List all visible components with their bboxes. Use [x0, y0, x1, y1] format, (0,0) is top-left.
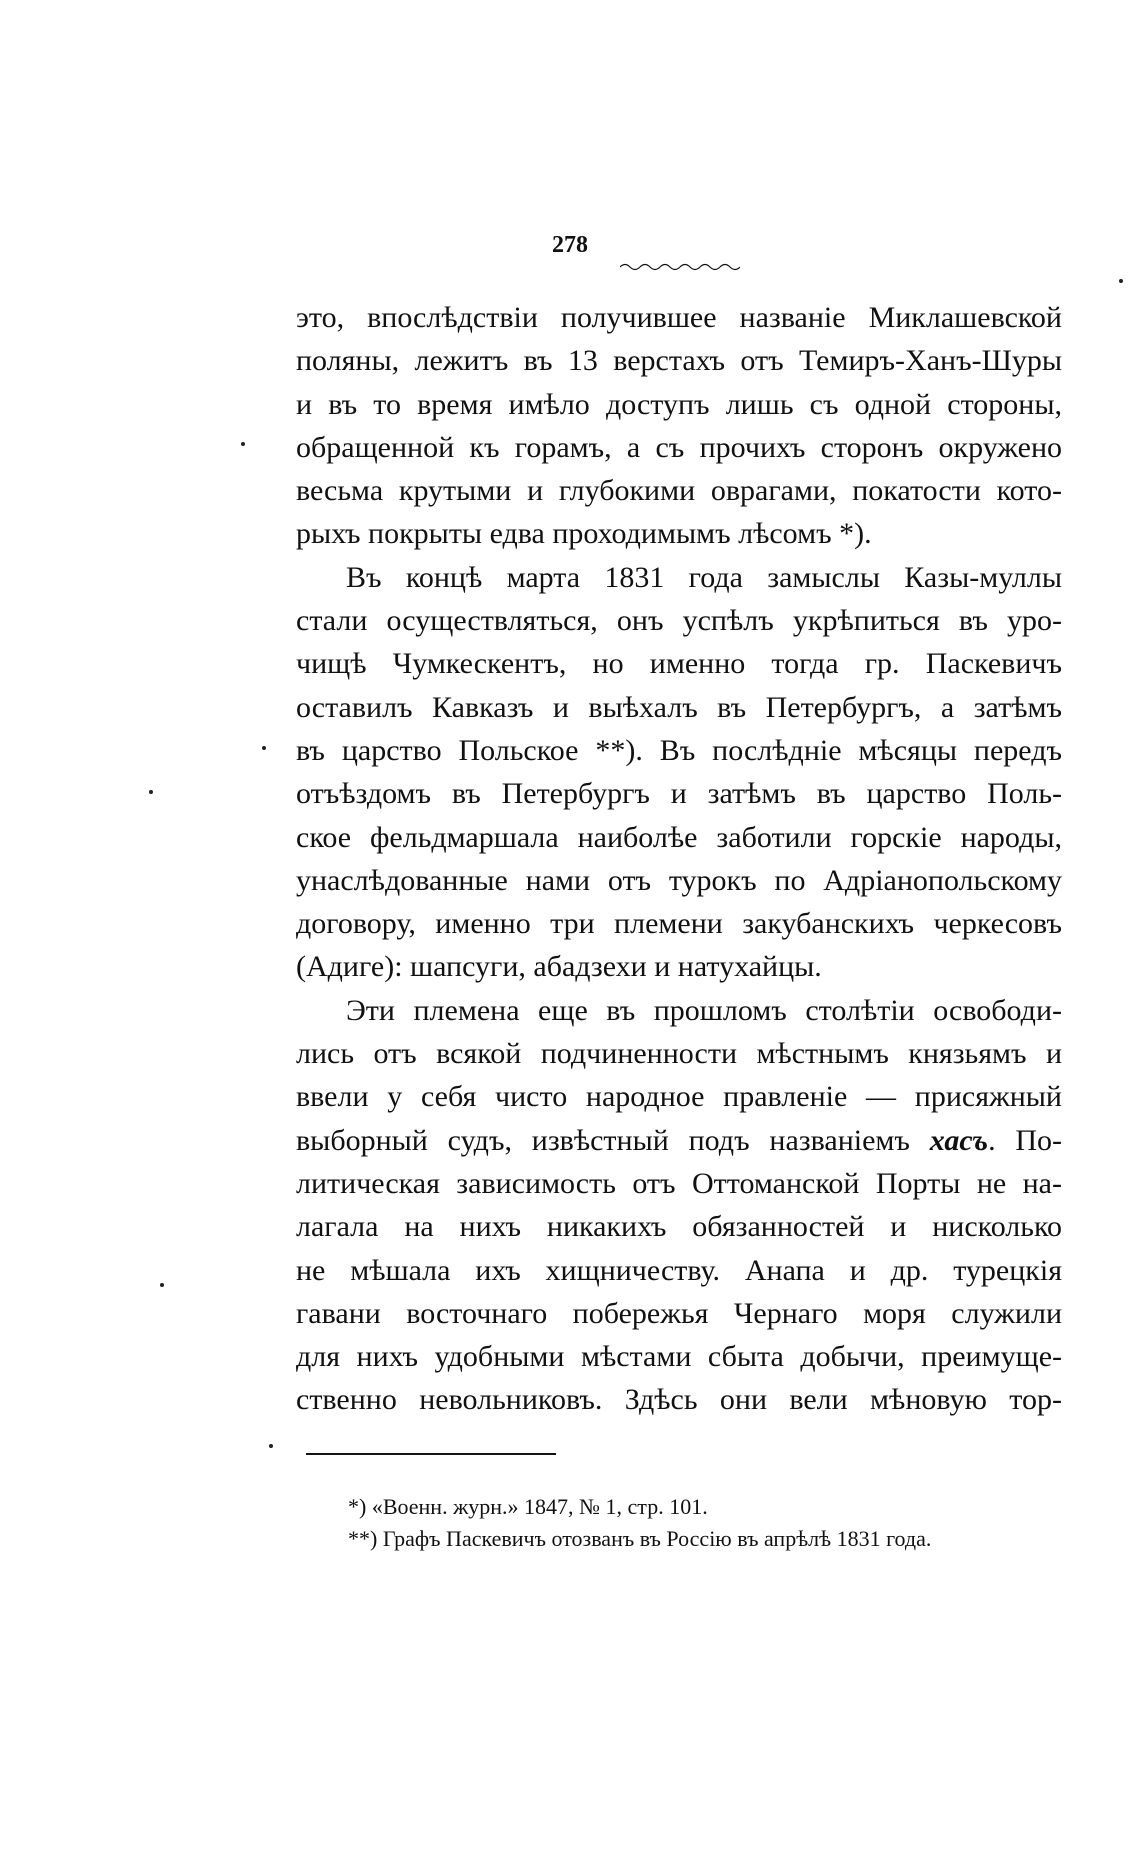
text-segment: выборный судъ, извѣстный подъ названіемъ [296, 1123, 910, 1157]
text-line: чищѣ Чумкескентъ, но именно тогда гр. Паскевичъ [296, 647, 1062, 681]
text-segment: . По- [988, 1123, 1063, 1157]
text-line: литическая зависимость отъ Оттоманской Порты не на- [296, 1166, 1062, 1200]
text-line: стали осуществляться, онъ успѣлъ укрѣпиться въ уро- [296, 604, 1062, 638]
print-speck [160, 1283, 164, 1287]
text-line: ское фельдмаршала наиболѣе заботили горскіе народы, [296, 820, 1062, 854]
text-line: рыхъ покрыты едва проходимымъ лѣсомъ *). [296, 517, 872, 551]
print-speck [149, 790, 153, 794]
text-line: обращенной къ горамъ, а съ прочихъ сторонъ окружено [296, 430, 1062, 464]
text-line: гавани восточнаго побережья Чернаго моря служили [296, 1296, 1062, 1330]
text-line: Эти племена еще въ прошломъ столѣтіи освободи- [346, 993, 1062, 1027]
text-line: лись отъ всякой подчиненности мѣстнымъ князьямъ и [296, 1037, 1062, 1071]
paragraph-1 [296, 296, 1062, 556]
text-line: договору, именно три племени закубанскихъ черкесовъ [296, 907, 1062, 941]
footnote-1: *) «Военн. журн.» 1847, № 1, стр. 101. [348, 1494, 708, 1519]
main-text [296, 296, 1062, 1422]
text-line: поляны, лежитъ въ 13 верстахъ отъ Темиръ-Ханъ-Шуры [296, 344, 1062, 378]
footnotes [348, 1491, 1048, 1555]
paragraph-3 [296, 989, 1062, 1422]
text-line: въ царство Польское **). Въ послѣдніе мѣсяцы передъ [296, 733, 1062, 767]
text-line: Въ концѣ марта 1831 года замыслы Казы-муллы [346, 560, 1062, 594]
page-number-ornament [620, 262, 740, 272]
italic-term: хасъ [929, 1123, 989, 1157]
text-line: весьма крутыми и глубокими оврагами, покатости кото- [296, 474, 1062, 508]
text-line: не мѣшала ихъ хищничеству. Анапа и др. турецкія [296, 1253, 1062, 1287]
text-line: ственно невольниковъ. Здѣсь они вели мѣновую тор- [296, 1383, 1062, 1417]
paragraph-2 [296, 556, 1062, 989]
text-line: (Адиге): шапсуги, абадзехи и натухайцы. [296, 950, 822, 984]
print-speck [241, 442, 245, 446]
footnote-2: **) Графъ Паскевичъ отозванъ въ Россію въ апрѣлѣ 1831 года. [348, 1526, 932, 1551]
text-line: лагала на нихъ никакихъ обязанностей и нисколько [296, 1210, 1062, 1244]
text-line: это, впослѣдствіи получившее названіе Миклашевской [296, 301, 1062, 334]
text-line: и въ то время имѣло доступъ лишь съ одной стороны, [296, 387, 1062, 421]
text-line: отъѣздомъ въ Петербургъ и затѣмъ въ царство Поль- [296, 777, 1062, 811]
print-speck [262, 746, 266, 750]
footnote-divider [306, 1453, 556, 1455]
text-line-with-term [296, 1119, 1062, 1162]
text-line: для нихъ удобными мѣстами сбыта добычи, преимуще- [296, 1340, 1062, 1374]
print-speck [1119, 279, 1123, 283]
text-line: унаслѣдованные нами отъ турокъ по Адріанопольскому [296, 863, 1062, 897]
page-number: 278 [552, 232, 588, 258]
text-line: ввели у себя чисто народное правленіе — присяжный [296, 1080, 1062, 1114]
text-line: оставилъ Кавказъ и выѣхалъ въ Петербургъ, а затѣмъ [296, 690, 1062, 724]
print-speck [269, 1444, 273, 1448]
